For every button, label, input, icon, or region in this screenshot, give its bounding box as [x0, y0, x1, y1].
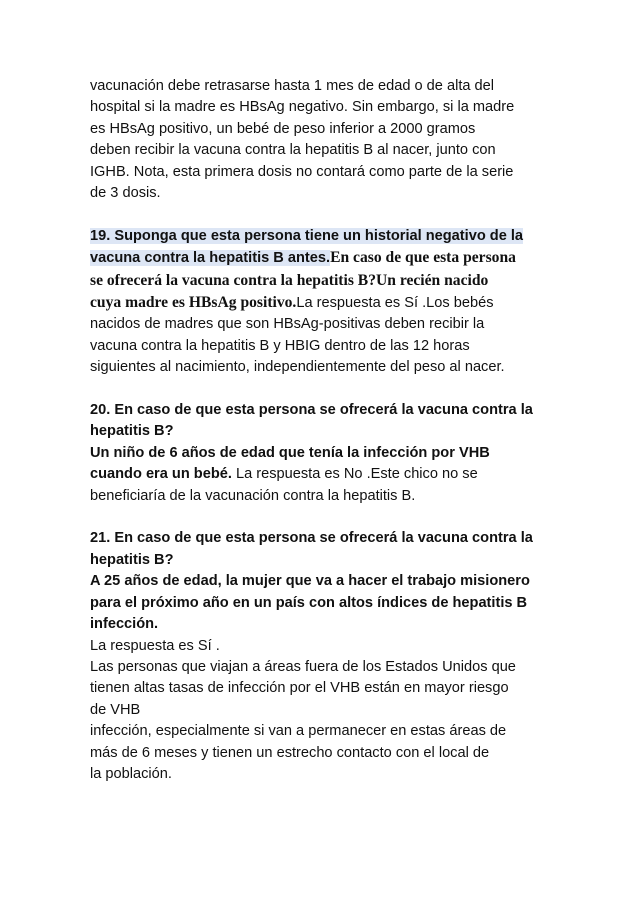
question-19-answer: La respuesta es Sí .Los bebés nacidos de madres que son HBsAg-positivas deben recibir la vacuna contra la hepatitis B y HBIG dentro de las 12 horas siguientes al nacimiento, independientemente del peso al nacer. — [90, 295, 505, 376]
question-21 — [90, 528, 560, 785]
question-20-answer: La respuesta es No .Este chico no se beneficiaría de la vacunación contra la hepatitis B. — [90, 466, 478, 504]
question-20-text: 20. En caso de que esta persona se ofrecerá la vacuna contra la hepatitis B? Un niño de 6 años de edad que tenía la infección por VHB cuando era un bebé. — [90, 402, 533, 483]
question-21-answer: La respuesta es Sí . Las personas que viajan a áreas fuera de los Estados Unidos que tienen altas tasas de infección por el VHB están en mayor riesgo de VHB infección, especialmente si van a permanecer en estas áreas de más de 6 meses y tienen un estrecho contacto con el local de la población. — [90, 637, 516, 782]
intro-paragraph: vacunación debe retrasarse hasta 1 mes de edad o de alta del hospital si la madre es HBsAg negativo. Sin embargo, si la madre es HBsAg positivo, un bebé de peso inferior a 2000 gramos deben recibir la vacuna contra la hepatitis B al nacer, junto con IGHB. Nota, esta primera dosis no contará como parte de la serie de 3 dosis. — [90, 78, 515, 202]
paragraph-gap — [90, 507, 560, 528]
document-page — [90, 76, 560, 785]
question-19-text: 19. Suponga que esta persona tiene un historial negativo de la vacuna contra la hepatitis B antes. — [90, 227, 524, 267]
paragraph-gap — [90, 204, 560, 225]
question-20 — [90, 400, 560, 507]
paragraph-gap — [90, 379, 560, 400]
question-19 — [90, 226, 560, 379]
question-19-case: En caso de que esta persona se ofrecerá la vacuna contra la hepatitis B?Un recién nacido cuya madre es HBsAg positivo. — [90, 249, 516, 312]
question-21-text: 21. En caso de que esta persona se ofrecerá la vacuna contra la hepatitis B? A 25 años de edad, la mujer que va a hacer el trabajo misionero para el próximo año en un país con altos índices de hepatitis B infección. — [90, 530, 533, 633]
